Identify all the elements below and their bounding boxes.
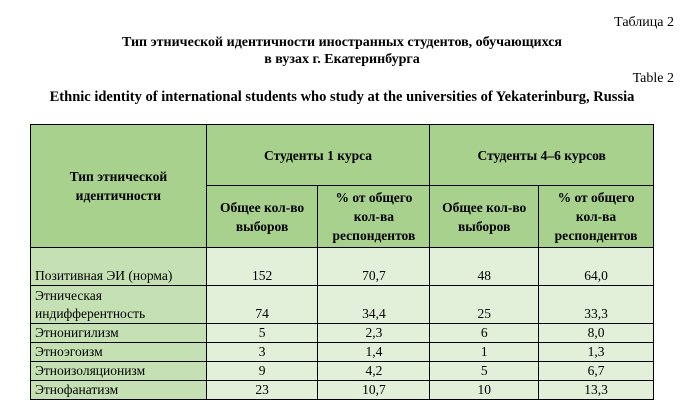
cell-value: 33,3 xyxy=(539,286,654,324)
cell-value: 13,3 xyxy=(539,381,654,400)
row-label: Позитивная ЭИ (норма) xyxy=(31,248,207,286)
table-row xyxy=(31,286,654,324)
table-row xyxy=(31,381,654,400)
cell-value: 5 xyxy=(206,324,318,343)
cell-value: 5 xyxy=(430,362,539,381)
cell-value: 64,0 xyxy=(539,248,654,286)
table-row xyxy=(31,248,654,286)
sub-header-total-year1: Общее кол-во выборов xyxy=(206,186,318,248)
table-title-ru xyxy=(0,34,684,68)
table-label-ru: Таблица 2 xyxy=(614,15,674,30)
cell-value: 23 xyxy=(206,381,318,400)
row-label: Этноизоляционизм xyxy=(31,362,207,381)
group-header-year4-6: Студенты 4–6 курсов xyxy=(430,125,654,186)
cell-value: 70,7 xyxy=(318,248,430,286)
row-label: Этническая индифферентность xyxy=(31,286,207,324)
cell-value: 152 xyxy=(206,248,318,286)
cell-value: 2,3 xyxy=(318,324,430,343)
table-title-ru-line2: в вузах г. Екатеринбурга xyxy=(264,52,420,67)
table-header-row-1 xyxy=(31,125,654,186)
group-header-year1: Студенты 1 курса xyxy=(206,125,430,186)
cell-value: 6,7 xyxy=(539,362,654,381)
cell-value: 1,4 xyxy=(318,343,430,362)
row-label: Этнонигилизм xyxy=(31,324,207,343)
row-label: Этнофанатизм xyxy=(31,381,207,400)
table-row xyxy=(31,324,654,343)
corner-header: Тип этнической идентичности xyxy=(31,125,207,248)
sub-header-percent-year1: % от общего кол-ва респондентов xyxy=(318,186,430,248)
cell-value: 8,0 xyxy=(539,324,654,343)
sub-header-percent-year4-6: % от общего кол-ва респондентов xyxy=(539,186,654,248)
cell-value: 74 xyxy=(206,286,318,324)
cell-value: 1,3 xyxy=(539,343,654,362)
sub-header-total-year4-6: Общее кол-во выборов xyxy=(430,186,539,248)
cell-value: 10 xyxy=(430,381,539,400)
cell-value: 4,2 xyxy=(318,362,430,381)
table-row xyxy=(31,362,654,381)
table-label-en: Table 2 xyxy=(632,71,674,86)
cell-value: 9 xyxy=(206,362,318,381)
table-title-en: Ethnic identity of international students who study at the universities of Yekaterinburg, Russia xyxy=(49,89,635,105)
cell-value: 3 xyxy=(206,343,318,362)
table-row xyxy=(31,343,654,362)
row-label: Этноэгоизм xyxy=(31,343,207,362)
cell-value: 6 xyxy=(430,324,539,343)
cell-value: 34,4 xyxy=(318,286,430,324)
cell-value: 48 xyxy=(430,248,539,286)
cell-value: 25 xyxy=(430,286,539,324)
cell-value: 10,7 xyxy=(318,381,430,400)
table-title-ru-line1: Тип этнической идентичности иностранных студентов, обучающихся xyxy=(122,35,562,50)
ethnic-identity-table xyxy=(30,124,654,400)
cell-value: 1 xyxy=(430,343,539,362)
